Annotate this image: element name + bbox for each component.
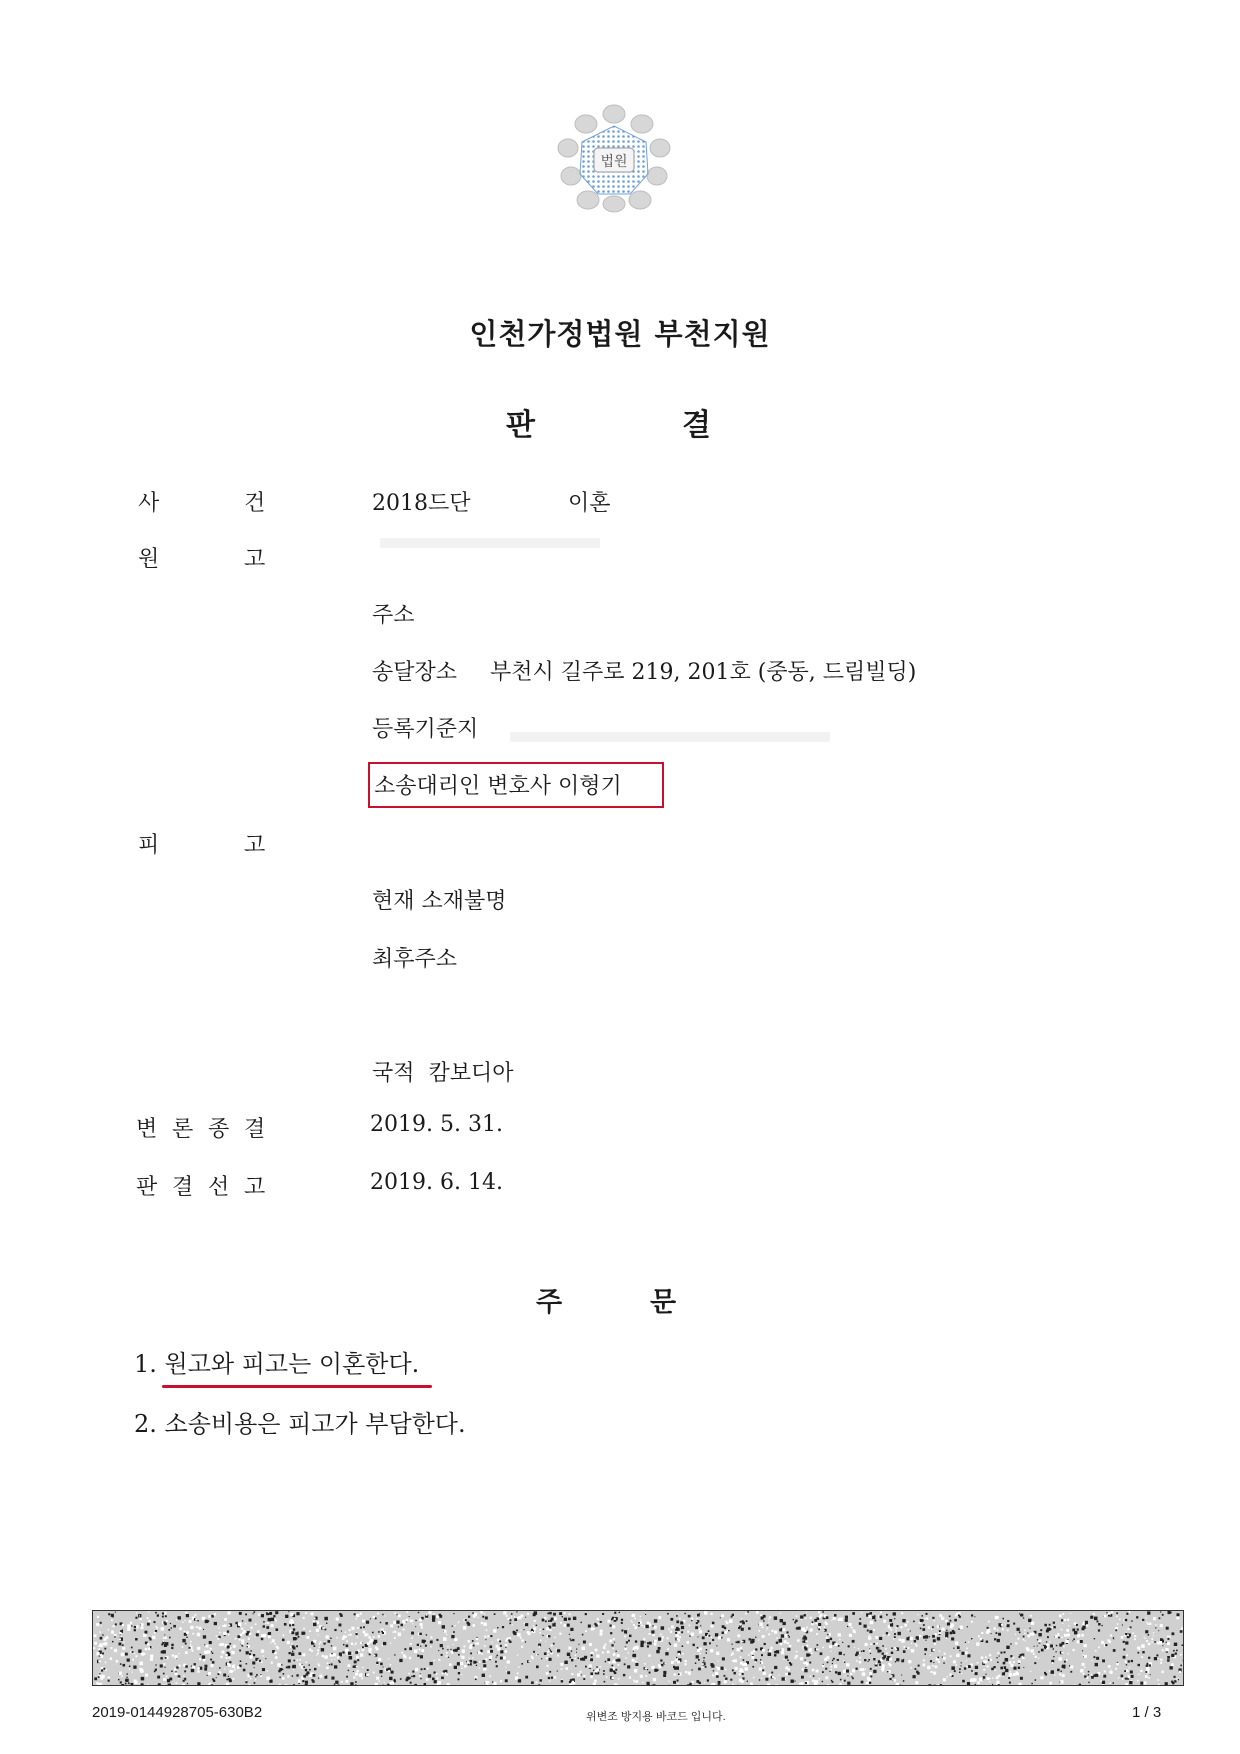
doc-title-first: 판 xyxy=(506,408,535,443)
emblem-text: 법원 xyxy=(600,154,628,170)
case-label-char-1: 사 xyxy=(138,491,160,516)
case-type: 이혼 xyxy=(568,491,611,516)
doc-title-second: 결 xyxy=(682,408,711,443)
closing-label-char-1: 변 xyxy=(136,1117,158,1142)
order-item-2: 2. 소송비용은 피고가 부담한다. xyxy=(134,1410,466,1438)
defendant-status: 현재 소재불명 xyxy=(372,889,507,914)
plaintiff-label-char-2: 고 xyxy=(244,547,266,572)
anti-forgery-barcode xyxy=(92,1610,1184,1686)
closing-label-char-3: 종 xyxy=(208,1117,230,1142)
defendant-label-char-2: 고 xyxy=(244,833,266,858)
closing-label-char-4: 결 xyxy=(244,1117,266,1142)
ruling-label-char-3: 선 xyxy=(208,1175,230,1200)
court-name: 인천가정법원 부천지원 xyxy=(469,317,771,351)
plaintiff-attorney: 소송대리인 변호사 이형기 xyxy=(374,774,622,799)
plaintiff-label-char-1: 원 xyxy=(138,547,160,572)
order-item-1: 1. 원고와 피고는 이혼한다. xyxy=(134,1350,420,1378)
order-title-first: 주 xyxy=(536,1287,563,1318)
order-item-1-underline xyxy=(162,1385,432,1388)
ruling-label-char-4: 고 xyxy=(244,1175,266,1200)
defendant-nationality: 국적 캄보디아 xyxy=(372,1061,514,1086)
ruling-label-char-2: 결 xyxy=(172,1175,194,1200)
court-emblem-icon xyxy=(556,104,672,214)
closing-label-char-2: 론 xyxy=(172,1117,194,1142)
redacted-plaintiff-name xyxy=(380,538,600,548)
plaintiff-service-address: 부천시 길주로 219, 201호 (중동, 드림빌딩) xyxy=(490,660,917,685)
document-id: 2019-0144928705-630B2 xyxy=(92,1704,263,1721)
defendant-last-address-label: 최후주소 xyxy=(372,947,458,972)
ruling-label-char-1: 판 xyxy=(136,1175,158,1200)
page-number: 1 / 3 xyxy=(1132,1704,1162,1721)
defendant-label-char-1: 피 xyxy=(138,833,160,858)
redacted-registry-address xyxy=(510,732,830,742)
barcode-notice: 위변조 방지용 바코드 입니다. xyxy=(586,1711,726,1723)
plaintiff-address-label: 주소 xyxy=(372,603,415,628)
order-title-second: 문 xyxy=(650,1287,677,1318)
case-number: 2018드단 xyxy=(372,491,471,516)
case-label-char-2: 건 xyxy=(244,491,266,516)
plaintiff-registry-label: 등록기준지 xyxy=(372,717,479,742)
plaintiff-service-label: 송달장소 xyxy=(372,660,458,685)
closing-date: 2019. 5. 31. xyxy=(370,1112,503,1137)
ruling-date: 2019. 6. 14. xyxy=(370,1170,503,1195)
